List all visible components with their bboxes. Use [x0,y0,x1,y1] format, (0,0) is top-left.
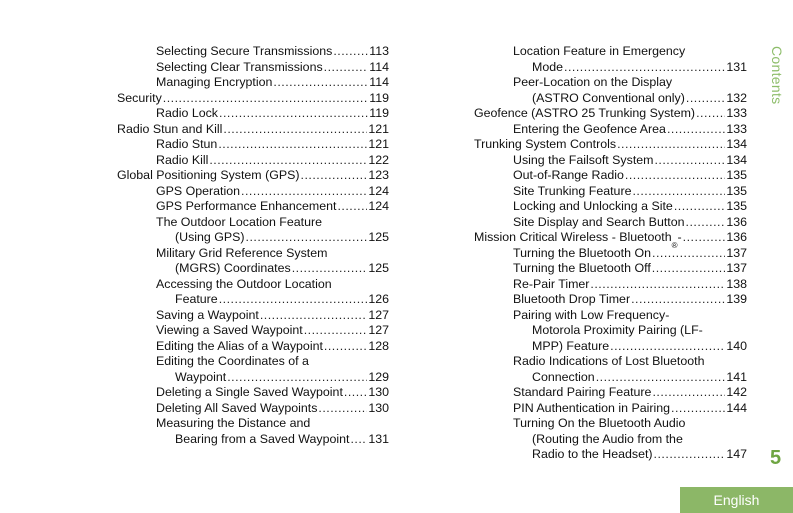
toc-entry-title: Saving a Waypoint [156,307,259,322]
toc-entry[interactable] [117,385,389,401]
toc-entry-title: Re-Pair Timer [513,276,590,291]
dot-leader [671,401,725,417]
toc-page-number: 132 [726,90,747,105]
dot-leader [273,75,368,91]
toc-entry[interactable] [117,153,389,169]
toc-entry[interactable] [117,370,389,386]
toc-entry[interactable] [117,44,389,60]
toc-entry[interactable] [117,292,389,308]
toc-page-number: 113 [369,44,389,58]
dot-leader [337,199,367,215]
toc-entry-title: Location Feature in Emergency [513,44,686,58]
toc-entry-title: Managing Encryption [156,75,273,89]
contents-side-tab[interactable]: Contents [769,46,785,105]
toc-entry[interactable] [117,339,389,355]
toc-entry[interactable] [117,401,389,417]
toc-entry-title: Measuring the Distance and [156,416,311,430]
toc-entry[interactable] [117,137,389,153]
toc-entry-title: Deleting a Single Saved Waypoint [156,385,343,399]
dot-leader [318,401,367,417]
toc-entry [474,354,747,370]
toc-entry[interactable] [474,122,747,138]
toc-entry[interactable] [474,215,747,231]
toc-entry-title: MPP) Feature [532,338,610,353]
toc-entry[interactable] [117,199,389,215]
toc-page-number: 133 [726,106,747,120]
toc-page-number: 127 [368,307,389,322]
language-tab[interactable]: English [680,487,793,513]
toc-entry[interactable] [474,60,747,76]
toc-entry-title: Waypoint [175,369,227,384]
dot-leader [610,339,725,355]
toc-entry[interactable]: Mission Critical Wireless - Bluetooth ® - ..... 136 [474,230,747,246]
dot-leader [246,230,368,246]
dot-leader [654,447,726,463]
toc-entry-title: Editing the Coordinates of a [156,354,309,368]
dot-leader [292,261,368,277]
toc-entry-title: Out-of-Range Radio [513,168,624,182]
toc-entry-title: Pairing with Low Frequency- [513,307,670,322]
toc-entry[interactable] [117,308,389,324]
dot-leader [324,60,369,76]
dot-leader [219,106,368,122]
toc-entry [474,44,747,60]
toc-entry [474,416,747,432]
dot-leader [163,91,368,107]
toc-entry[interactable] [117,261,389,277]
toc-entry-title: Selecting Clear Transmissions [156,59,323,74]
toc-entry-title: Entering the Geofence Area [513,121,666,136]
toc-page-number: 139 [726,292,747,306]
toc-page-number: 122 [368,152,389,167]
toc-page-number: 134 [726,152,747,167]
dot-leader [652,385,725,401]
dot-leader [625,168,725,184]
toc-entry-title: Turning On the Bluetooth Audio [513,416,686,430]
toc-entry-title: Turning the Bluetooth Off [513,261,651,275]
toc-entry[interactable] [474,447,747,463]
toc-entry[interactable] [117,60,389,76]
toc-entry-title: Feature [175,292,218,306]
dot-leader [654,153,725,169]
toc-entry-title: (MGRS) Coordinates [175,261,291,275]
toc-entry-title: Turning the Bluetooth On [513,245,651,260]
toc-entry-title: Deleting All Saved Waypoints [156,400,318,415]
toc-entry[interactable] [474,168,747,184]
toc-entry-title: Global Positioning System (GPS) [117,168,300,182]
toc-page-number: 137 [726,245,747,260]
dot-leader [674,199,726,215]
toc-page-number: 130 [368,385,389,399]
toc-entry[interactable] [117,323,389,339]
toc-page-number: 131 [726,59,747,74]
toc-page-number: 124 [368,183,389,198]
toc-entry[interactable] [474,261,747,277]
toc-entry-title: Radio Stun and Kill [117,121,223,136]
dot-leader [260,308,367,324]
toc-entry-title: Site Display and Search Button [513,214,685,229]
toc-entry-title: Peer-Location on the Display [513,75,673,89]
toc-entry [117,246,389,262]
dot-leader [241,184,367,200]
toc-entry-title: Editing the Alias of a Waypoint [156,338,323,353]
toc-entry[interactable] [117,230,389,246]
dot-leader [590,277,725,293]
toc-page-number: 129 [368,369,389,384]
toc-entry-title: Viewing a Saved Waypoint [156,323,303,337]
toc-entry-title: Trunking System Controls [474,137,617,151]
toc-entry[interactable] [474,106,747,122]
dot-leader [227,370,367,386]
toc-entry-title: Military Grid Reference System [156,245,328,260]
dot-leader [631,292,725,308]
toc-page-number: 135 [726,168,747,182]
toc-entry-title: Mission Critical Wireless - Bluetooth [474,230,672,244]
toc-entry-title: Connection [532,369,595,384]
toc-entry-title: Security [117,90,162,105]
toc-entry-title: Geofence (ASTRO 25 Trunking System) [474,106,696,120]
toc-entry-suffix: - [677,230,682,244]
toc-page-number: 142 [726,385,747,399]
toc-entry [117,416,389,432]
toc-page-number: 119 [369,90,389,105]
toc-page-number: 141 [726,369,747,384]
toc-entry [474,432,747,448]
toc-page-number: 135 [726,199,747,213]
toc-entry-title: Site Trunking Feature [513,183,632,198]
toc-page-number: 125 [368,230,389,244]
toc-entry-title: Locking and Unlocking a Site [513,199,673,213]
dot-leader [219,292,368,308]
dot-leader [324,339,367,355]
toc-page-number: 135 [726,183,747,198]
dot-leader [304,323,368,339]
toc-page-number: 123 [368,168,389,182]
dot-leader [218,137,367,153]
toc-page-number: 119 [369,106,389,120]
toc-entry-title: Radio Stun [156,137,218,151]
toc-entry[interactable] [474,401,747,417]
toc-entry[interactable] [117,432,389,448]
toc-page-number: 134 [726,137,747,151]
toc-page-number: 131 [368,431,389,446]
dot-leader [301,168,368,184]
toc-page-number: 138 [726,276,747,291]
toc-entry [474,308,747,324]
toc-entry[interactable] [474,199,747,215]
toc-entry-title: (Routing the Audio from the [532,431,683,446]
toc-entry[interactable] [474,385,747,401]
toc-page-number: 124 [368,199,389,213]
toc-entry-title: (ASTRO Conventional only) [532,90,685,105]
toc-page-number: 114 [369,75,389,89]
dot-leader [344,385,367,401]
toc-entry[interactable] [474,137,747,153]
toc-right-column [474,44,747,463]
dot-leader [223,122,367,138]
toc-entry-title: Selecting Secure Transmissions [156,44,333,58]
toc-page-number: 128 [368,338,389,353]
toc-entry[interactable] [117,168,389,184]
toc-entry[interactable] [474,370,747,386]
dot-leader [696,106,725,122]
toc-entry-title: Using the Failsoft System [513,152,654,167]
toc-entry-title: Radio to the Headset) [532,447,653,461]
toc-entry-title: The Outdoor Location Feature [156,214,322,229]
toc-entry-title: Radio Indications of Lost Bluetooth [513,354,705,368]
toc-entry [117,215,389,231]
dot-leader [652,246,725,262]
toc-entry-title: Standard Pairing Feature [513,385,652,399]
page-number: 5 [770,447,782,469]
toc-page-number: 147 [726,447,747,461]
dot-leader [596,370,726,386]
toc-entry-title: PIN Authentication in Pairing [513,400,671,415]
toc-page-number: 121 [368,137,389,151]
toc-entry[interactable] [117,184,389,200]
dot-leader [564,60,725,76]
toc-page-number: 127 [368,323,389,337]
toc-entry [474,75,747,91]
toc-left-column [117,44,389,447]
toc-entry-title: Radio Lock [156,106,218,120]
toc-entry-title: GPS Performance Enhancement [156,199,337,213]
toc-entry-title: Motorola Proximity Pairing (LF- [532,323,703,337]
toc-entry-title: Bearing from a Saved Waypoint [175,431,350,446]
toc-entry[interactable] [474,292,747,308]
dot-leader [683,230,726,246]
toc-entry[interactable] [117,122,389,138]
toc-page-number: 130 [368,400,389,415]
toc-entry[interactable] [474,153,747,169]
toc-entry[interactable] [474,339,747,355]
toc-entry[interactable] [117,75,389,91]
dot-leader [209,153,367,169]
toc-page-number: 137 [726,261,747,275]
dot-leader [350,432,367,448]
toc-page-number: 114 [369,59,389,74]
toc-entry[interactable] [474,184,747,200]
toc-page-number: 140 [726,338,747,353]
dot-leader [667,122,725,138]
toc-page-number: 136 [726,230,747,244]
toc-entry-title: (Using GPS) [175,230,245,244]
toc-entry [117,354,389,370]
toc-entry[interactable] [474,277,747,293]
toc-page-number: 126 [368,292,389,306]
toc-entry-title: Radio Kill [156,152,209,167]
dot-leader [617,137,725,153]
toc-entry[interactable] [474,91,747,107]
toc-page-number: 125 [368,261,389,275]
toc-page-number: 121 [368,121,389,136]
toc-entry[interactable] [474,246,747,262]
toc-entry [117,277,389,293]
toc-page-number: 136 [726,214,747,229]
dot-leader [333,44,368,60]
toc-entry[interactable] [117,91,389,107]
toc-page-number: 133 [726,121,747,136]
dot-leader [686,91,725,107]
toc-entry[interactable] [117,106,389,122]
dot-leader [652,261,726,277]
dot-leader [632,184,725,200]
toc-entry-title: GPS Operation [156,183,241,198]
toc-page-number: 144 [726,400,747,415]
toc-entry [474,323,747,339]
toc-entry-title: Accessing the Outdoor Location [156,276,332,291]
toc-entry-title: Mode [532,59,563,74]
dot-leader [686,215,726,231]
toc-entry-title: Bluetooth Drop Timer [513,292,631,306]
